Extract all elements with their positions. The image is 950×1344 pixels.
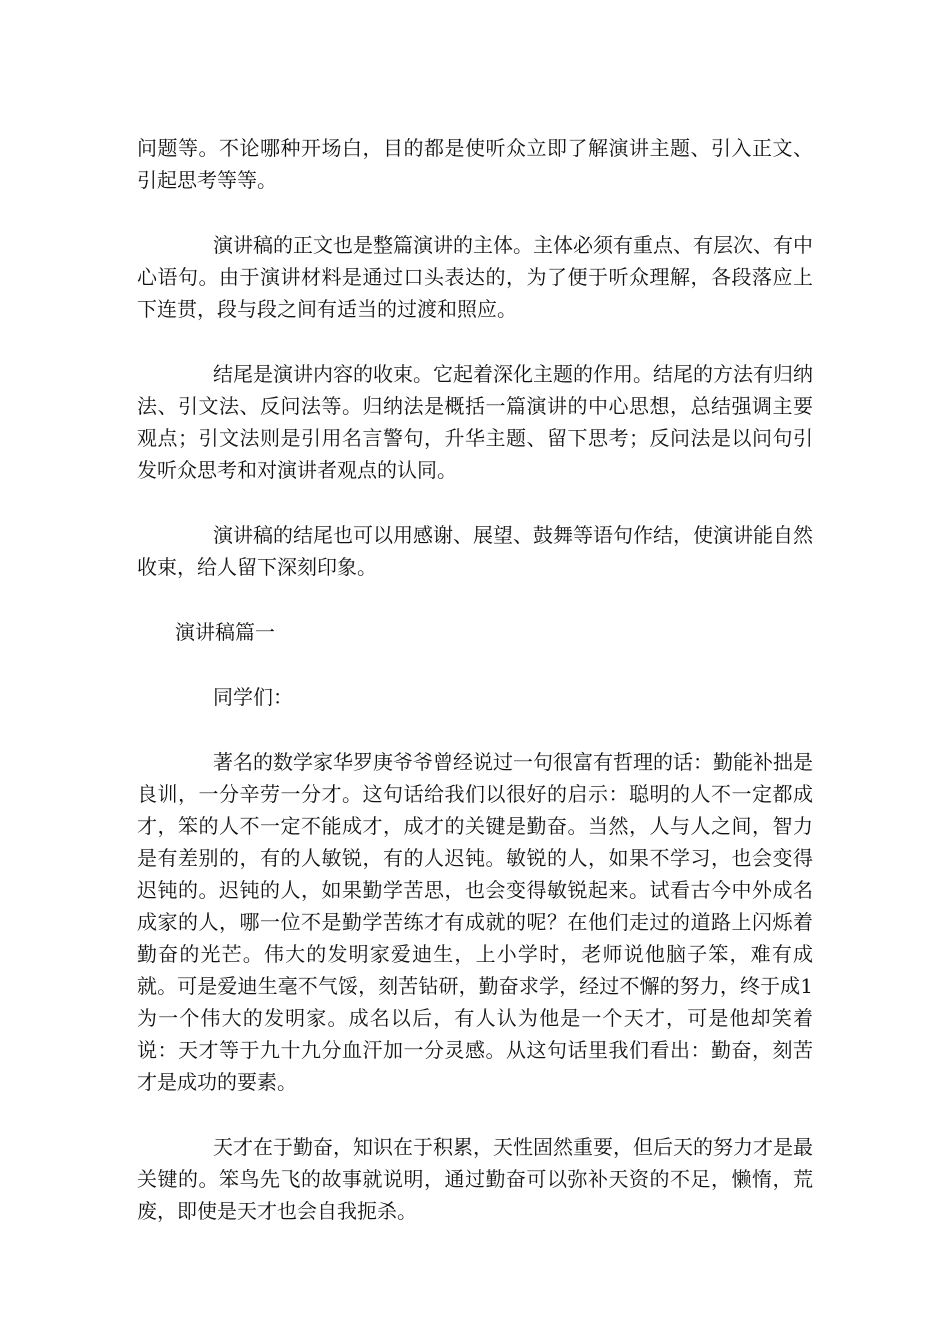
paragraph-ending-alternatives: 演讲稿的结尾也可以用感谢、展望、鼓舞等语句作结，使演讲能自然收束，给人留下深刻印象。: [137, 523, 813, 579]
document-page: [137, 132, 813, 1260]
paragraph-opening-continuation: 问题等。不论哪种开场白，目的都是使听众立即了解演讲主题、引入正文、引起思考等等。: [137, 136, 813, 192]
speech-paragraph-talent: 天才在于勤奋，知识在于积累，天性固然重要，但后天的努力才是最关键的。笨鸟先飞的故事就说明，通过勤奋可以弥补天资的不足，懒惰，荒废，即使是天才也会自我扼杀。: [137, 1135, 813, 1223]
speech-paragraph-diligence: 著名的数学家华罗庚爷爷曾经说过一句很富有哲理的话：勤能补拙是良训，一分辛劳一分才。这句话给我们以很好的启示：聪明的人不一定都成才，笨的人不一定不能成才，成才的关键是勤奋。当然，人与人之间，智力是有差别的，有的人敏锐，有的人迟钝。敏锐的人，如果不学习，也会变得迟钝的。迟钝的人，如果勤学苦思，也会变得敏锐起来。试看古今中外成名成家的人，哪一位不是勤学苦练才有成就的呢？在他们走过的道路上闪烁着勤奋的光芒。伟大的发明家爱迪生，上小学时，老师说他脑子笨，难有成就。可是爱迪生毫不气馁，刻苦钻研，勤奋求学，经过不懈的努力，终于成1为一个伟大的发明家。成名以后，有人认为他是一个天才，可是他却笑着说：天才等于九十九分血汗加一分灵感。从这句话里我们看出：勤奋，刻苦才是成功的要素。: [137, 750, 813, 1094]
section-title: 演讲稿篇一: [175, 620, 275, 644]
paragraph-ending-methods: 结尾是演讲内容的收束。它起着深化主题的作用。结尾的方法有归纳法、引文法、反问法等。归纳法是概括一篇演讲的中心思想，总结强调主要观点；引文法则是引用名言警句，升华主题、留下思考；反问法是以问句引发听众思考和对演讲者观点的认同。: [137, 362, 813, 482]
salutation: 同学们：: [213, 685, 293, 709]
paragraph-body-structure: 演讲稿的正文也是整篇演讲的主体。主体必须有重点、有层次、有中心语句。由于演讲材料是通过口头表达的，为了便于听众理解，各段落应上下连贯，段与段之间有适当的过渡和照应。: [137, 233, 813, 321]
